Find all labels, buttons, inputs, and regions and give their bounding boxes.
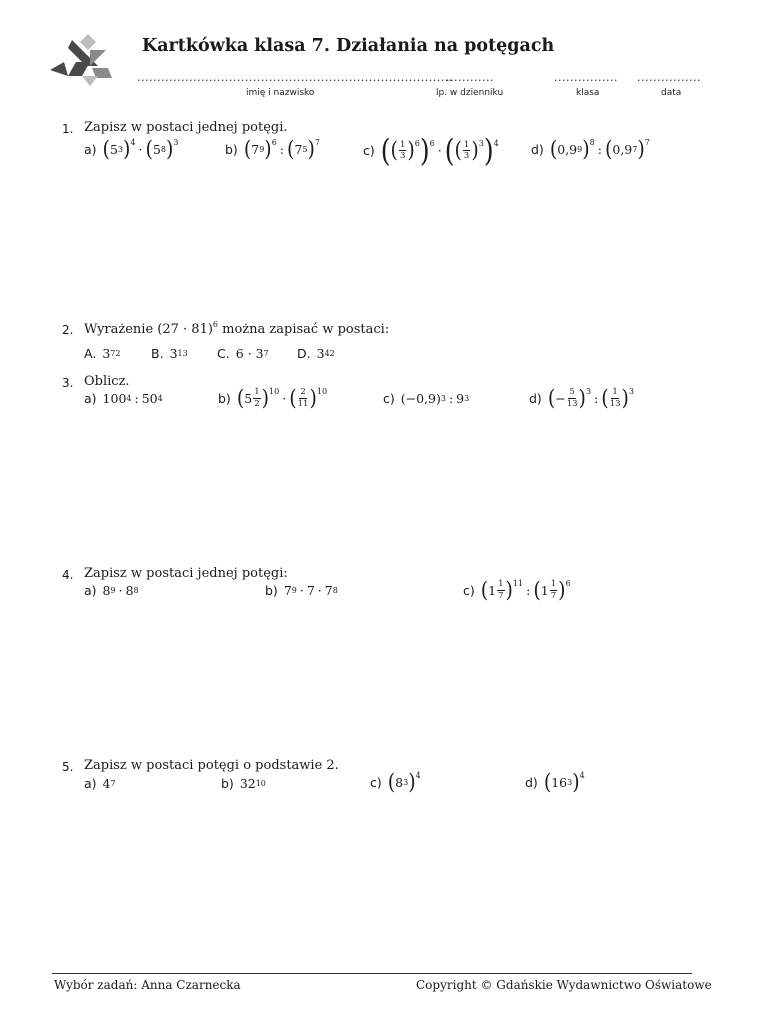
q2-number: 2. xyxy=(62,323,74,337)
q5-item-c: c) ( 8 3 ) 4 xyxy=(370,769,421,795)
q5-text: Zapisz w postaci potęgi o podstawie 2. xyxy=(84,758,339,773)
q1-item-c: c) ( ( $\frac{1}{3}$ ) 6 ) 6 · ( ( $\frac{1}{3}$ ) 3 ) 4 xyxy=(363,132,499,169)
name-label: imię i nazwisko xyxy=(246,88,315,98)
footer-author: Wybór zadań: Anna Czarnecka xyxy=(54,978,241,992)
q5-item-d: d) ( 16 3 ) 4 xyxy=(525,769,585,795)
footer-copyright: Copyright © Gdańskie Wydawnictwo Oświatowe xyxy=(416,978,712,992)
class-line: ................ xyxy=(554,71,618,84)
q4-item-b: b) 7 9 · 7 · 7 8 xyxy=(265,583,338,598)
page-title: Kartkówka klasa 7. Działania na potęgach xyxy=(142,36,555,56)
q5-item-a: a) 4 7 xyxy=(84,776,116,791)
publisher-logo xyxy=(46,32,116,90)
footer-divider xyxy=(52,973,692,974)
q5-number: 5. xyxy=(62,760,74,774)
q4-item-a: a) 8 9 · 8 8 xyxy=(84,583,139,598)
q2-option-c: C. 6 · 3 7 xyxy=(217,346,269,361)
q3-item-c: c) (−0,9) 3 : 9 3 xyxy=(383,391,470,406)
q1-item-a: a) ( 5 3 ) 4 · ( 5 8 ) 3 xyxy=(84,136,179,162)
q3-number: 3. xyxy=(62,376,74,390)
q1-number: 1. xyxy=(62,122,74,136)
q1-item-d: d) ( 0,9 9 ) 8 : ( 0,9 7 ) 7 xyxy=(531,136,650,162)
lp-label: lp. w dzienniku xyxy=(436,88,504,98)
name-line: ............................................................................... xyxy=(137,71,453,84)
q3-item-a: a) 100 4 : 50 4 xyxy=(84,391,163,406)
q4-item-c: c) ( 1 $\frac{1}{7}$ ) 11 : ( 1 $\frac{1}{7}$ ) 6 xyxy=(463,576,571,603)
date-line: ................ xyxy=(637,71,701,84)
class-label: klasa xyxy=(576,88,600,98)
q4-text: Zapisz w postaci jednej potęgi: xyxy=(84,566,288,581)
q1-text: Zapisz w postaci jednej potęgi. xyxy=(84,120,288,135)
q4-number: 4. xyxy=(62,568,74,582)
date-label: data xyxy=(661,88,682,98)
lp-line: ............ xyxy=(446,71,494,84)
q2-option-a: A. 3 72 xyxy=(84,346,121,361)
q5-item-b: b) 32 10 xyxy=(221,776,266,791)
q3-item-b: b) ( 5 $\frac{1}{2}$ ) 10 · ( $\frac{2}{11}$ ) 10 xyxy=(218,384,328,411)
q2-option-b: B. 3 13 xyxy=(151,346,188,361)
q3-text: Oblicz. xyxy=(84,374,130,389)
q1-item-b: b) ( 7 9 ) 6 : ( 7 5 ) 7 xyxy=(225,136,320,162)
q2-option-d: D. 3 42 xyxy=(297,346,335,361)
q3-item-d: d) ( − $\frac{5}{13}$ ) 3 : ( $\frac{1}{13}$ ) 3 xyxy=(529,384,635,411)
q2-text: Wyrażenie $(27 \cdot 81)^6$ można zapisać w postaci: xyxy=(84,320,390,337)
